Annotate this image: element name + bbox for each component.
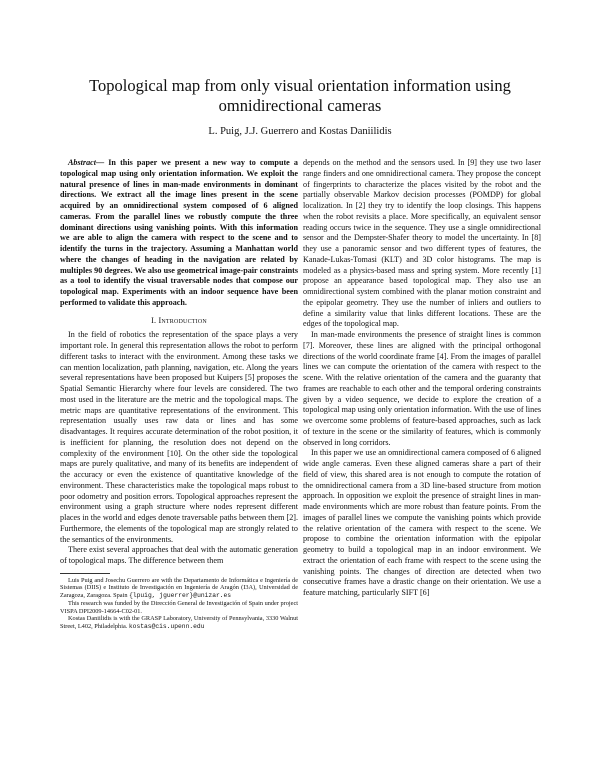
abstract-text: — In this paper we present a new way to compute a topological map using only orientation information. We exploit the natural presence of lines in man-made environments in dominant directions. We extract all the image lines present in the scene acquired by an omnidirectional system composed of 6 aligned cameras. From the parallel lines we robustly compute the three dominant directions using vanishing points. With this information we are able to align the camera with respect to the scene and to identify the turns in the trajectory. Assuming a Manhattan world where the changes of heading in the navigation are related by multiples 90 degrees. We also use geometrical image-pair constraints as a tool to identify the visual traversable nodes that compose our topological map. Experiments with an indoor sequence have been performed to validate this approach.: [60, 158, 298, 307]
abstract-label: Abstract: [68, 158, 96, 167]
paper-title: [70, 76, 530, 116]
title-line-2: omnidirectional cameras: [218, 96, 382, 115]
paragraph: In man-made environments the presence of straight lines is common [7]. Moreover, these lines are aligned with the principal orthogonal directions of the world coordinate frame [4]. From the images of parallel lines we can compute the orientation of the camera with respect to the scene. With the relative orientation of the camera and the guaranty that frames are reachable to each other and the temporal ordering constraints given by a video sequence, we decide to explore the creation of a topological map using only orientation information. With the use of lines we overcome some problems of feature-based approaches, such as lack of texture in the scene or the similarity of features, which is commonly observed in long corridors.: [303, 330, 541, 447]
footnote-funding: This research was funded by the Dirección General de Investigación of Spain under project VISPA DPI2009-14664-C02-01.: [60, 599, 298, 615]
footnotes: [60, 577, 298, 631]
paragraph: In this paper we use an omnidirectional camera composed of 6 aligned wide angle cameras. Even these aligned cameras share a part of their field of view, this shared area is not enough to compute the rotation of the omnidirectional camera from a 3D line-based structure from motion approach. In opposition we exploit the presence of straight lines in man-made environments which are more robust than feature points. From the images of parallel lines we compute the vanishing points which provide the relative orientation of the camera with respect to the scene. We propose to combine the orientation information with the epipolar geometry to build a topological map in an indoor environment. We extract the orientation of each frame with respect to the scene using the vanishing points. The changes of direction are detected when two consecutive frames have a drastic change on their orientation. We use a feature matching, particularly SIFT [6]: [303, 448, 541, 597]
paragraph: In the field of robotics the representation of the space plays a very important role. In general this representation allows the robot to perform different tasks to interact with the environment. Among these tasks we can mention localization, path planning, navigation, etc. Along the years several representations have been proposed but Kuipers [5] proposes the Spatial Semantic Hierarchy where four levels are considered. The two most used in the literature are the metric and the topological maps. The metric maps are quantitative representations of the environment. This representation usually uses raw data or lines and has some disadvantages. It requires accurate determination of the robot position, it is inefficient for planning, the resolution does not depend on the complexity of the environment [10]. On the other side the topological maps are purely qualitative, and many of its benefits are independent of the accuracy or even the existence of quantitative knowledge of the environment. These characteristics make the topological maps robust to poor odometry and position errors. Topological approaches represent the environment using a graph structure where nodes represent different places in the world and edges denote traversable paths between them [2]. Furthermore, the elements of the topological map are strongly related to the semantics of the environments.: [60, 330, 298, 544]
left-column: [60, 158, 298, 631]
right-column: [303, 158, 541, 599]
abstract: [60, 158, 298, 309]
footnote-rule: [60, 573, 110, 574]
email-link: {lpuig, jguerrer}@unizar.es: [129, 592, 232, 600]
section-heading-introduction: I. Introduction: [151, 315, 207, 325]
footnote-affiliation-1: Luis Puig and Josechu Guerrero are with the Departamento de Informática e Ingeniería de Sistemas (DIIS) e Instituto de Investigación en Ingeniería de Aragón (I3A), Universidad de Zaragoza, Zaragoza. Spain {lpuig, jguerrer}@unizar.es: [60, 576, 298, 600]
author-list: L. Puig, J.J. Guerrero and Kostas Daniilidis: [208, 126, 392, 137]
title-line-1: Topological map from only visual orientation information using: [89, 76, 511, 95]
footnote-affiliation-2: Kostas Daniilidis is with the GRASP Laboratory, University of Pennsylvania, 3330 Walnut Street, L402, Philadelphia. kostas@cis.upenn.edu: [60, 615, 298, 630]
email-link: kostas@cis.upenn.edu: [128, 622, 205, 630]
paragraph: depends on the method and the sensors used. In [9] they use two laser range finders and one omnidirectional camera. They propose the concept of fingerprints to characterize the places visited by the robot and the partially observable Markov decision processes (POMDP) for global localization. In [2] they try to identify the loop closings. This happens when the robot revisits a place. More specifically, an equivalent sensor reading occurs twice in the sequence. They use a single omnidirectional sensor and the Dempster-Shafer theory to model the uncertainty. In [8] they use a panoramic sensor and two different types of features, the Kanade-Lukas-Tomasi (KLT) and 3D color histograms. The map is modeled as a physics-based mass and spring system. More recently [1] propose an appearance based topological map. They also use an omnidirectional system combined with the planar motion constraint and the epipolar geometry. They use the number of inliers and outliers to define a similarity value that links different locations. These are the edges of the topological map.: [303, 158, 541, 329]
paragraph: There exist several approaches that deal with the automatic generation of topological maps. The difference between them: [60, 545, 298, 565]
